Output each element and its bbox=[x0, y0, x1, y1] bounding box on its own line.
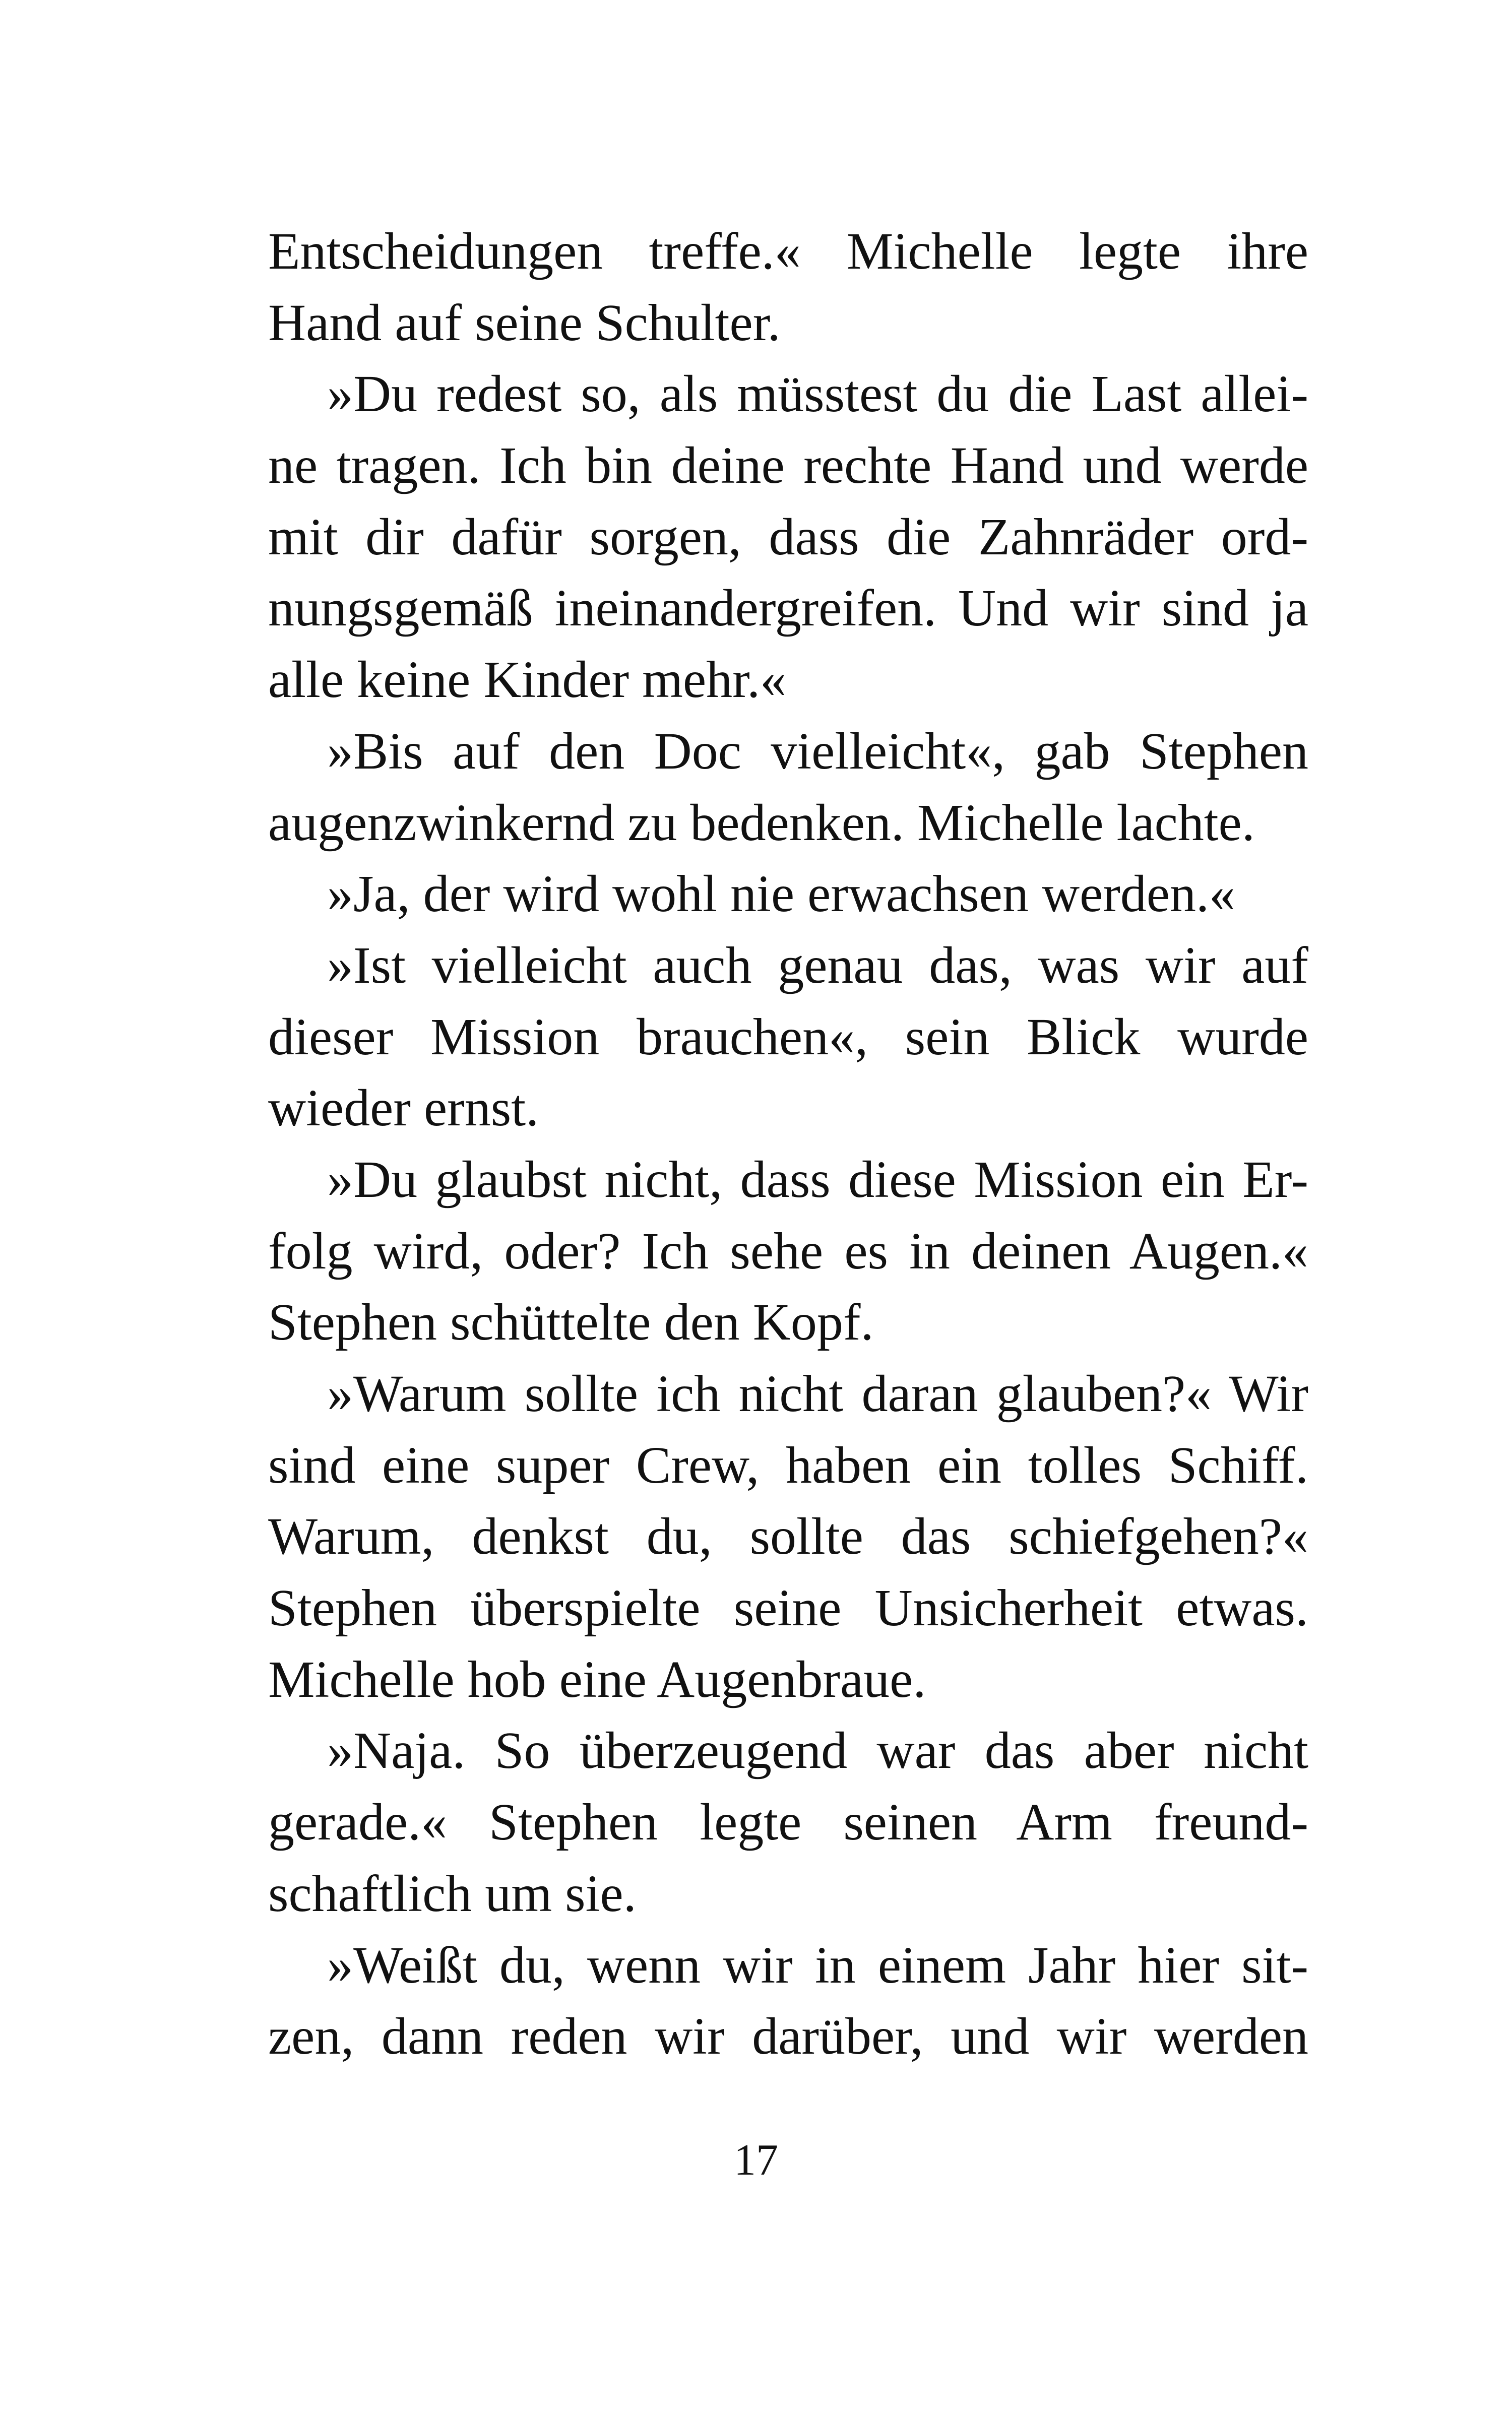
text-line: Hand auf seine Schulter. bbox=[268, 293, 781, 352]
text-line: »Warum sollte ich nicht daran glauben?« Wir bbox=[327, 1365, 1308, 1423]
text-line: »Ist vielleicht auch genau das, was wir auf bbox=[327, 936, 1308, 994]
text-line: sind eine super Crew, haben ein tolles Schiff. bbox=[268, 1436, 1308, 1494]
text-line: wieder ernst. bbox=[268, 1079, 539, 1137]
text-line: »Du glaubst nicht, dass diese Mission ein Er- bbox=[327, 1150, 1308, 1209]
text-line: »Weißt du, wenn wir in einem Jahr hier sit- bbox=[327, 1936, 1308, 1994]
text-line: Stephen schüttelte den Kopf. bbox=[268, 1293, 874, 1352]
text-line: zen, dann reden wir darüber, und wir werden bbox=[268, 2007, 1308, 2066]
text-line: Stephen überspielte seine Unsicherheit etwas. bbox=[268, 1579, 1308, 1637]
text-line: nungsgemäß ineinandergreifen. Und wir sind ja bbox=[268, 579, 1308, 638]
text-line: »Bis auf den Doc vielleicht«, gab Stephen bbox=[327, 722, 1308, 780]
text-line: »Du redest so, als müsstest du die Last allei- bbox=[327, 365, 1308, 423]
text-line: Warum, denkst du, sollte das schiefgehen?« bbox=[268, 1507, 1308, 1566]
text-line: Michelle hob eine Augenbraue. bbox=[268, 1650, 926, 1708]
text-line: ne tragen. Ich bin deine rechte Hand und werde bbox=[268, 436, 1308, 495]
text-line: folg wird, oder? Ich sehe es in deinen Augen.« bbox=[268, 1222, 1308, 1280]
text-line: schaftlich um sie. bbox=[268, 1864, 637, 1923]
text-line: alle keine Kinder mehr.« bbox=[268, 651, 787, 709]
text-line: »Naja. So überzeugend war das aber nicht bbox=[327, 1722, 1308, 1780]
body-text bbox=[268, 216, 1308, 2072]
text-line: mit dir dafür sorgen, dass die Zahnräder ord- bbox=[268, 507, 1308, 566]
text-line: Entscheidungen treffe.« Michelle legte ihre bbox=[268, 222, 1308, 280]
text-line: »Ja, der wird wohl nie erwachsen werden.« bbox=[327, 865, 1236, 923]
page-number: 17 bbox=[734, 2136, 778, 2185]
text-line: dieser Mission brauchen«, sein Blick wurde bbox=[268, 1007, 1308, 1066]
text-line: augenzwinkernd zu bedenken. Michelle lachte. bbox=[268, 793, 1255, 852]
text-line: gerade.« Stephen legte seinen Arm freund- bbox=[268, 1793, 1308, 1852]
